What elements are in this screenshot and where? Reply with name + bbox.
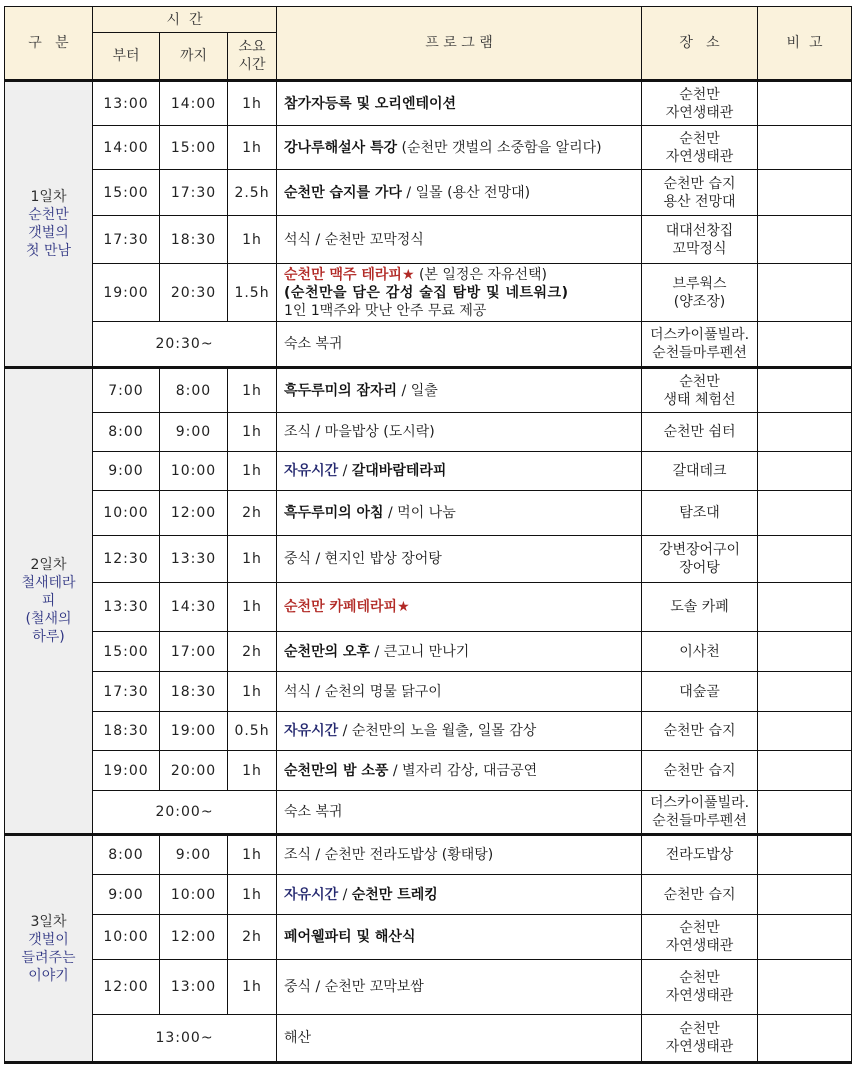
location-line: (양조장) [673, 293, 726, 310]
program-text: / 일몰 (용산 전망대) [401, 184, 531, 201]
free-time-label: 자유시간 [284, 463, 339, 479]
location-line: 대숲골 [679, 683, 720, 700]
to-time-cell: 17:30 [160, 170, 228, 216]
header-location: 장 소 [642, 7, 758, 81]
location-line: 순천만 쉼터 [663, 424, 736, 440]
program-text: (본 일정은 자유선택) [414, 266, 547, 283]
from-time-cell: 19:00 [93, 751, 160, 791]
remarks-cell [758, 712, 852, 751]
to-time-cell: 9:00 [160, 413, 228, 452]
location-cell [642, 915, 758, 960]
program-cell [277, 915, 642, 960]
program-cell [277, 126, 642, 170]
program-text: 흑두루미의 아침 [284, 505, 384, 521]
duration-cell: 1h [228, 81, 277, 126]
location-line: 순천만 [679, 1021, 720, 1037]
table-row [5, 712, 852, 751]
day-subtitle-line: 갯벌이 [28, 931, 69, 948]
remarks-cell [758, 322, 852, 368]
free-time-label: 자유시간 [284, 723, 339, 739]
day-subtitle-line: 순천만 [28, 207, 69, 223]
duration-cell: 0.5h [228, 712, 277, 751]
header-time: 시 간 [93, 7, 277, 33]
to-time-cell: 13:30 [160, 536, 228, 583]
to-time-cell: 10:00 [160, 875, 228, 915]
program-cell [277, 960, 642, 1015]
table-row [5, 413, 852, 452]
day-subtitle-line: 철새테라 [21, 575, 76, 591]
location-line: 꼬막정식 [672, 240, 727, 257]
location-line: 순천들마루펜션 [652, 813, 747, 829]
day-subtitle-line: (철새의 [25, 611, 72, 627]
duration-cell: 1h [228, 875, 277, 915]
location-cell [642, 368, 758, 413]
remarks-cell [758, 368, 852, 413]
program-cell [277, 491, 642, 536]
location-cell [642, 751, 758, 791]
from-time-cell: 7:00 [93, 368, 160, 413]
location-line: 순천만 습지 [663, 886, 736, 903]
remarks-cell [758, 536, 852, 583]
program-text: 석식 / 순천의 명물 닭구이 [284, 683, 442, 700]
day-label: 2일차 [30, 557, 67, 573]
program-text: (순천만을 담은 감성 술집 탐방 및 네트워크) [284, 284, 569, 301]
from-time-cell: 19:00 [93, 264, 160, 322]
schedule-table [4, 6, 852, 1064]
duration-cell: 2.5h [228, 170, 277, 216]
location-line: 이사천 [679, 643, 720, 660]
to-time-cell: 12:00 [160, 915, 228, 960]
day-label-cell [5, 81, 93, 368]
day-subtitle-line: 이야기 [28, 967, 69, 984]
table-row [5, 368, 852, 413]
location-line: 순천만 [679, 130, 720, 147]
duration-cell: 1h [228, 751, 277, 791]
from-time-cell: 13:30 [93, 583, 160, 632]
location-line: 순천만 습지 [663, 762, 736, 779]
duration-cell: 1h [228, 960, 277, 1015]
remarks-cell [758, 835, 852, 875]
day-subtitle-line: 피 [41, 593, 56, 609]
location-cell [642, 264, 758, 322]
duration-cell: 1h [228, 835, 277, 875]
program-text: 중식 / 현지인 밥상 장어탕 [284, 551, 442, 567]
day-label-cell [5, 368, 93, 835]
day-subtitle-line: 들려주는 [21, 949, 76, 966]
program-text: (순천만 갯벌의 소중함을 알리다) [397, 139, 602, 156]
from-time-cell: 8:00 [93, 835, 160, 875]
location-cell [642, 1015, 758, 1063]
location-line: 탐조대 [679, 505, 720, 521]
highlight-program-text: 순천만 카페테라피★ [284, 599, 410, 615]
remarks-cell [758, 875, 852, 915]
location-cell [642, 413, 758, 452]
program-cell [277, 536, 642, 583]
location-line: 순천만 [679, 373, 720, 390]
location-line: 자연생태관 [665, 988, 734, 1004]
program-cell [277, 672, 642, 712]
table-row [5, 81, 852, 126]
table-row [5, 452, 852, 491]
program-text: 석식 / 순천만 꼬막정식 [284, 231, 424, 248]
remarks-cell [758, 751, 852, 791]
table-row [5, 583, 852, 632]
location-line: 강변장어구이 [658, 542, 741, 558]
program-text: 강나루해설사 특강 [284, 139, 398, 156]
location-cell [642, 583, 758, 632]
program-cell [277, 368, 642, 413]
time-range-cell: 20:00~ [93, 791, 277, 835]
program-text: 순천만의 밤 소풍 [284, 762, 389, 779]
location-cell [642, 216, 758, 264]
time-range-cell: 13:00~ [93, 1015, 277, 1063]
program-text: 조식 / 순천만 전라도밥상 (황태탕) [284, 847, 494, 863]
from-time-cell: 17:30 [93, 672, 160, 712]
program-text: 숙소 복귀 [284, 336, 343, 352]
table-row [5, 791, 852, 835]
remarks-cell [758, 915, 852, 960]
program-text: / 먹이 나눔 [383, 505, 456, 521]
location-line: 전라도밥상 [665, 847, 734, 863]
duration-cell: 1h [228, 368, 277, 413]
location-cell [642, 322, 758, 368]
from-time-cell: 14:00 [93, 126, 160, 170]
duration-cell: 1h [228, 672, 277, 712]
program-text: 흑두루미의 잠자리 [284, 382, 398, 399]
duration-cell: 1h [228, 216, 277, 264]
table-row [5, 835, 852, 875]
to-time-cell: 8:00 [160, 368, 228, 413]
to-time-cell: 20:00 [160, 751, 228, 791]
from-time-cell: 13:00 [93, 81, 160, 126]
to-time-cell: 20:30 [160, 264, 228, 322]
table-row [5, 126, 852, 170]
program-cell [277, 1015, 642, 1063]
program-cell [277, 712, 642, 751]
program-cell [277, 632, 642, 672]
day-subtitle-line: 갯벌의 [28, 225, 69, 241]
table-row [5, 1015, 852, 1063]
from-time-cell: 18:30 [93, 712, 160, 751]
table-row [5, 264, 852, 322]
location-line: 브루웍스 [672, 275, 727, 292]
highlight-program-text: 순천만 맥주 테라피★ [284, 266, 415, 283]
program-cell [277, 583, 642, 632]
to-time-cell: 13:00 [160, 960, 228, 1015]
location-line: 자연생태관 [665, 1039, 734, 1055]
remarks-cell [758, 81, 852, 126]
program-text: / [338, 463, 352, 479]
location-line: 순천만 습지 [663, 723, 736, 739]
remarks-cell [758, 791, 852, 835]
from-time-cell: 12:00 [93, 960, 160, 1015]
day-subtitle-line: 하루) [32, 629, 65, 645]
program-text: 순천만 습지를 가다 [284, 184, 402, 201]
location-line: 용산 전망대 [663, 193, 736, 210]
location-cell [642, 672, 758, 712]
program-line [284, 284, 641, 302]
table-row [5, 751, 852, 791]
location-line: 더스카이풀빌라. [649, 327, 750, 343]
table-row [5, 875, 852, 915]
location-line: 순천만 [679, 970, 720, 986]
remarks-cell [758, 583, 852, 632]
duration-cell: 1h [228, 413, 277, 452]
remarks-cell [758, 264, 852, 322]
program-text: 순천만 트레킹 [351, 886, 438, 903]
location-line: 순천들마루펜션 [652, 345, 747, 361]
from-time-cell: 10:00 [93, 491, 160, 536]
program-text: 해산 [284, 1030, 312, 1046]
to-time-cell: 15:00 [160, 126, 228, 170]
to-time-cell: 18:30 [160, 216, 228, 264]
from-time-cell: 15:00 [93, 170, 160, 216]
location-cell [642, 81, 758, 126]
program-text: 중식 / 순천만 꼬막보쌈 [284, 979, 424, 995]
location-line: 자연생태관 [665, 938, 734, 954]
location-cell [642, 491, 758, 536]
table-row [5, 960, 852, 1015]
location-cell [642, 791, 758, 835]
location-line: 자연생태관 [665, 148, 734, 165]
remarks-cell [758, 126, 852, 170]
program-text: 페어웰파티 및 해산식 [284, 929, 416, 945]
program-cell [277, 216, 642, 264]
time-range-cell: 20:30~ [93, 322, 277, 368]
remarks-cell [758, 1015, 852, 1063]
to-time-cell: 9:00 [160, 835, 228, 875]
table-row [5, 491, 852, 536]
duration-cell: 1h [228, 452, 277, 491]
location-line: 더스카이풀빌라. [649, 795, 750, 811]
day-label-cell [5, 835, 93, 1063]
from-time-cell: 15:00 [93, 632, 160, 672]
header-from: 부터 [93, 33, 160, 81]
header-program: 프 로 그 램 [277, 7, 642, 81]
program-cell [277, 170, 642, 216]
program-text: / [338, 886, 352, 903]
location-line: 순천만 습지 [663, 175, 736, 192]
from-time-cell: 9:00 [93, 875, 160, 915]
table-row [5, 170, 852, 216]
from-time-cell: 8:00 [93, 413, 160, 452]
table-row [5, 216, 852, 264]
to-time-cell: 14:00 [160, 81, 228, 126]
program-text: 순천만의 오후 [284, 643, 371, 660]
program-cell [277, 875, 642, 915]
duration-cell: 2h [228, 632, 277, 672]
program-text: 참가자등록 및 오리엔테이션 [284, 95, 457, 112]
to-time-cell: 14:30 [160, 583, 228, 632]
to-time-cell: 10:00 [160, 452, 228, 491]
table-row [5, 536, 852, 583]
to-time-cell: 17:00 [160, 632, 228, 672]
location-line: 자연생태관 [665, 104, 734, 121]
header-duration-line1: 소요 [238, 39, 266, 55]
duration-cell: 1.5h [228, 264, 277, 322]
program-cell [277, 81, 642, 126]
program-text: 조식 / 마을밥상 (도시락) [284, 424, 435, 440]
from-time-cell: 17:30 [93, 216, 160, 264]
header-duration [228, 33, 277, 81]
location-line: 순천만 [679, 86, 720, 103]
duration-cell: 1h [228, 126, 277, 170]
remarks-cell [758, 216, 852, 264]
table-row [5, 915, 852, 960]
header-to: 까지 [160, 33, 228, 81]
day-label: 3일차 [30, 913, 67, 930]
remarks-cell [758, 672, 852, 712]
location-line: 도솔 카페 [670, 599, 729, 615]
header-duration-line2: 시간 [238, 57, 266, 73]
location-cell [642, 126, 758, 170]
duration-cell: 1h [228, 536, 277, 583]
location-cell [642, 536, 758, 583]
location-cell [642, 712, 758, 751]
program-text: 숙소 복귀 [284, 804, 343, 820]
program-text: / 별자리 감상, 대금공연 [388, 762, 538, 779]
duration-cell: 2h [228, 491, 277, 536]
table-row [5, 322, 852, 368]
table-row [5, 672, 852, 712]
program-cell [277, 751, 642, 791]
location-cell [642, 170, 758, 216]
location-line: 순천만 [679, 920, 720, 936]
program-cell [277, 791, 642, 835]
program-cell [277, 452, 642, 491]
remarks-cell [758, 632, 852, 672]
remarks-cell [758, 413, 852, 452]
table-row [5, 632, 852, 672]
location-line: 대대선창집 [665, 222, 734, 239]
to-time-cell: 19:00 [160, 712, 228, 751]
remarks-cell [758, 491, 852, 536]
program-text: 1인 1맥주와 맛난 안주 무료 제공 [284, 302, 487, 319]
duration-cell: 1h [228, 583, 277, 632]
day-subtitle-line: 첫 만남 [25, 243, 72, 259]
from-time-cell: 10:00 [93, 915, 160, 960]
header-category: 구 분 [5, 7, 93, 81]
program-line [284, 302, 641, 320]
program-text: 갈대바람테라피 [351, 463, 447, 479]
location-line: 장어탕 [679, 560, 720, 576]
program-line [284, 266, 641, 284]
location-cell [642, 875, 758, 915]
to-time-cell: 18:30 [160, 672, 228, 712]
location-line: 생태 체험선 [663, 391, 736, 408]
location-cell [642, 632, 758, 672]
from-time-cell: 9:00 [93, 452, 160, 491]
program-text: / 순천만의 노을 월출, 일몰 감상 [338, 723, 537, 739]
program-text: / 일출 [397, 382, 438, 399]
remarks-cell [758, 960, 852, 1015]
remarks-cell [758, 170, 852, 216]
program-cell [277, 322, 642, 368]
location-line: 갈대데크 [672, 463, 727, 479]
location-cell [642, 452, 758, 491]
remarks-cell [758, 452, 852, 491]
day-label: 1일차 [30, 189, 67, 205]
header-remarks: 비 고 [758, 7, 852, 81]
program-cell [277, 835, 642, 875]
duration-cell: 2h [228, 915, 277, 960]
program-cell [277, 264, 642, 322]
location-cell [642, 960, 758, 1015]
to-time-cell: 12:00 [160, 491, 228, 536]
free-time-label: 자유시간 [284, 886, 339, 903]
location-cell [642, 835, 758, 875]
from-time-cell: 12:30 [93, 536, 160, 583]
program-text: / 큰고니 만나기 [370, 643, 470, 660]
program-cell [277, 413, 642, 452]
